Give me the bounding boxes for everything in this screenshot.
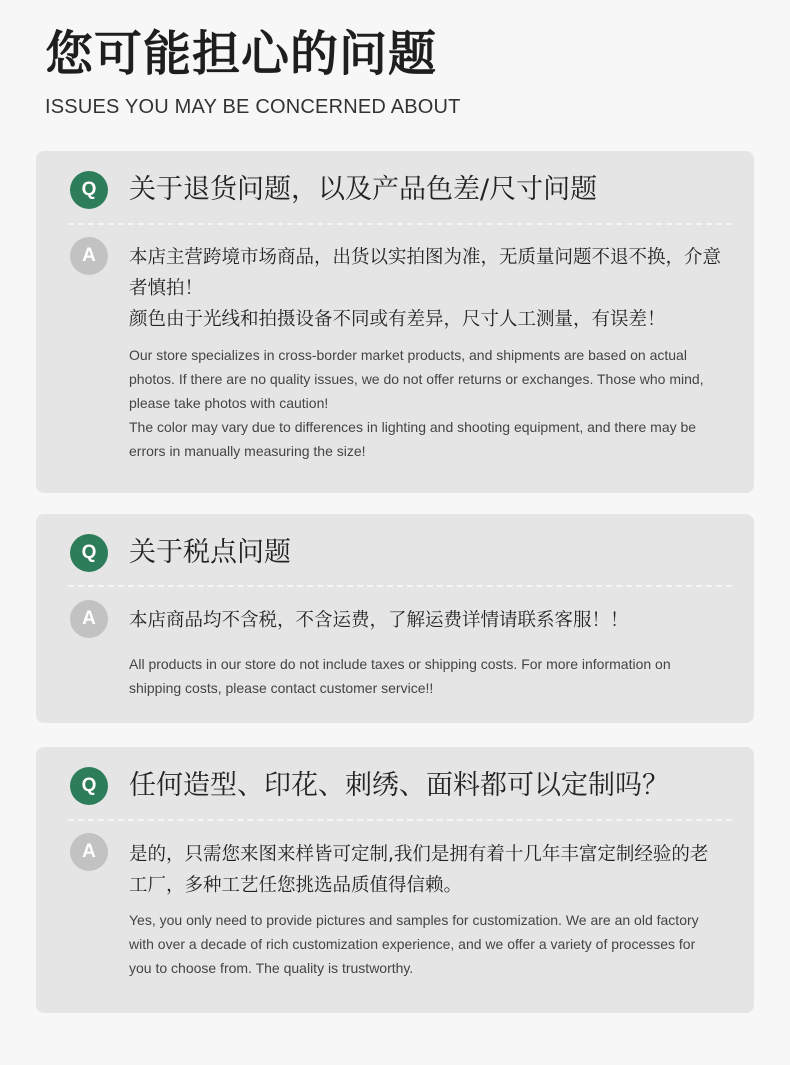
answer-en-paragraph: Our store specializes in cross-border market products, and shipments are based on actual photos. If there are no quality issues, we do not offer returns or exchanges. Those who mind, please take photos with caution! bbox=[129, 347, 704, 411]
dashed-divider bbox=[68, 585, 732, 587]
answer-cn-paragraph: 本店商品均不含税，不含运费，了解运费详情请联系客服！！ bbox=[129, 610, 629, 631]
answer-text-en bbox=[129, 652, 721, 700]
question-badge: Q bbox=[70, 767, 108, 805]
answer-badge: A bbox=[70, 600, 108, 638]
question-text: 任何造型、印花、刺绣、面料都可以定制吗？ bbox=[129, 770, 669, 801]
page-title: 您可能担心的问题 bbox=[45, 26, 438, 82]
answer-text-cn bbox=[129, 605, 721, 636]
faq-card-returns bbox=[36, 151, 754, 493]
answer-text-cn bbox=[129, 839, 721, 901]
dashed-divider bbox=[68, 819, 732, 821]
answer-badge: A bbox=[70, 833, 108, 871]
answer-en-paragraph: Yes, you only need to provide pictures and samples for customization. We are an old factory with over a decade of rich customization experience, and we offer a variety of processes for you to choose from. The quality is trustworthy. bbox=[129, 912, 699, 976]
answer-text-en bbox=[129, 908, 721, 980]
question-text: 关于退货问题，以及产品色差/尺寸问题 bbox=[129, 174, 598, 205]
question-badge: Q bbox=[70, 171, 108, 209]
answer-text-en bbox=[129, 343, 721, 463]
answer-badge: A bbox=[70, 237, 108, 275]
answer-cn-paragraph: 是的，只需您来图来样皆可定制,我们是拥有着十几年丰富定制经验的老工厂，多种工艺任您挑选品质值得信赖。 bbox=[129, 844, 709, 896]
dashed-divider bbox=[68, 223, 732, 225]
answer-en-paragraph: The color may vary due to differences in lighting and shooting equipment, and there may be errors in manually measuring the size! bbox=[129, 419, 697, 459]
question-text: 关于税点问题 bbox=[129, 537, 291, 568]
answer-cn-paragraph: 本店主营跨境市场商品，出货以实拍图为准，无质量问题不退不换，介意者慎拍！ bbox=[129, 247, 722, 299]
faq-card-customization bbox=[36, 747, 754, 1013]
question-badge: Q bbox=[70, 534, 108, 572]
faq-card-taxes bbox=[36, 514, 754, 723]
page-subtitle: ISSUES YOU MAY BE CONCERNED ABOUT bbox=[45, 96, 461, 118]
answer-text-cn bbox=[129, 242, 721, 335]
answer-en-paragraph: All products in our store do not include taxes or shipping costs. For more information on shipping costs, please contact customer service!! bbox=[129, 656, 671, 696]
answer-cn-paragraph: 颜色由于光线和拍摄设备不同或有差异，尺寸人工测量，有误差！ bbox=[129, 309, 666, 330]
